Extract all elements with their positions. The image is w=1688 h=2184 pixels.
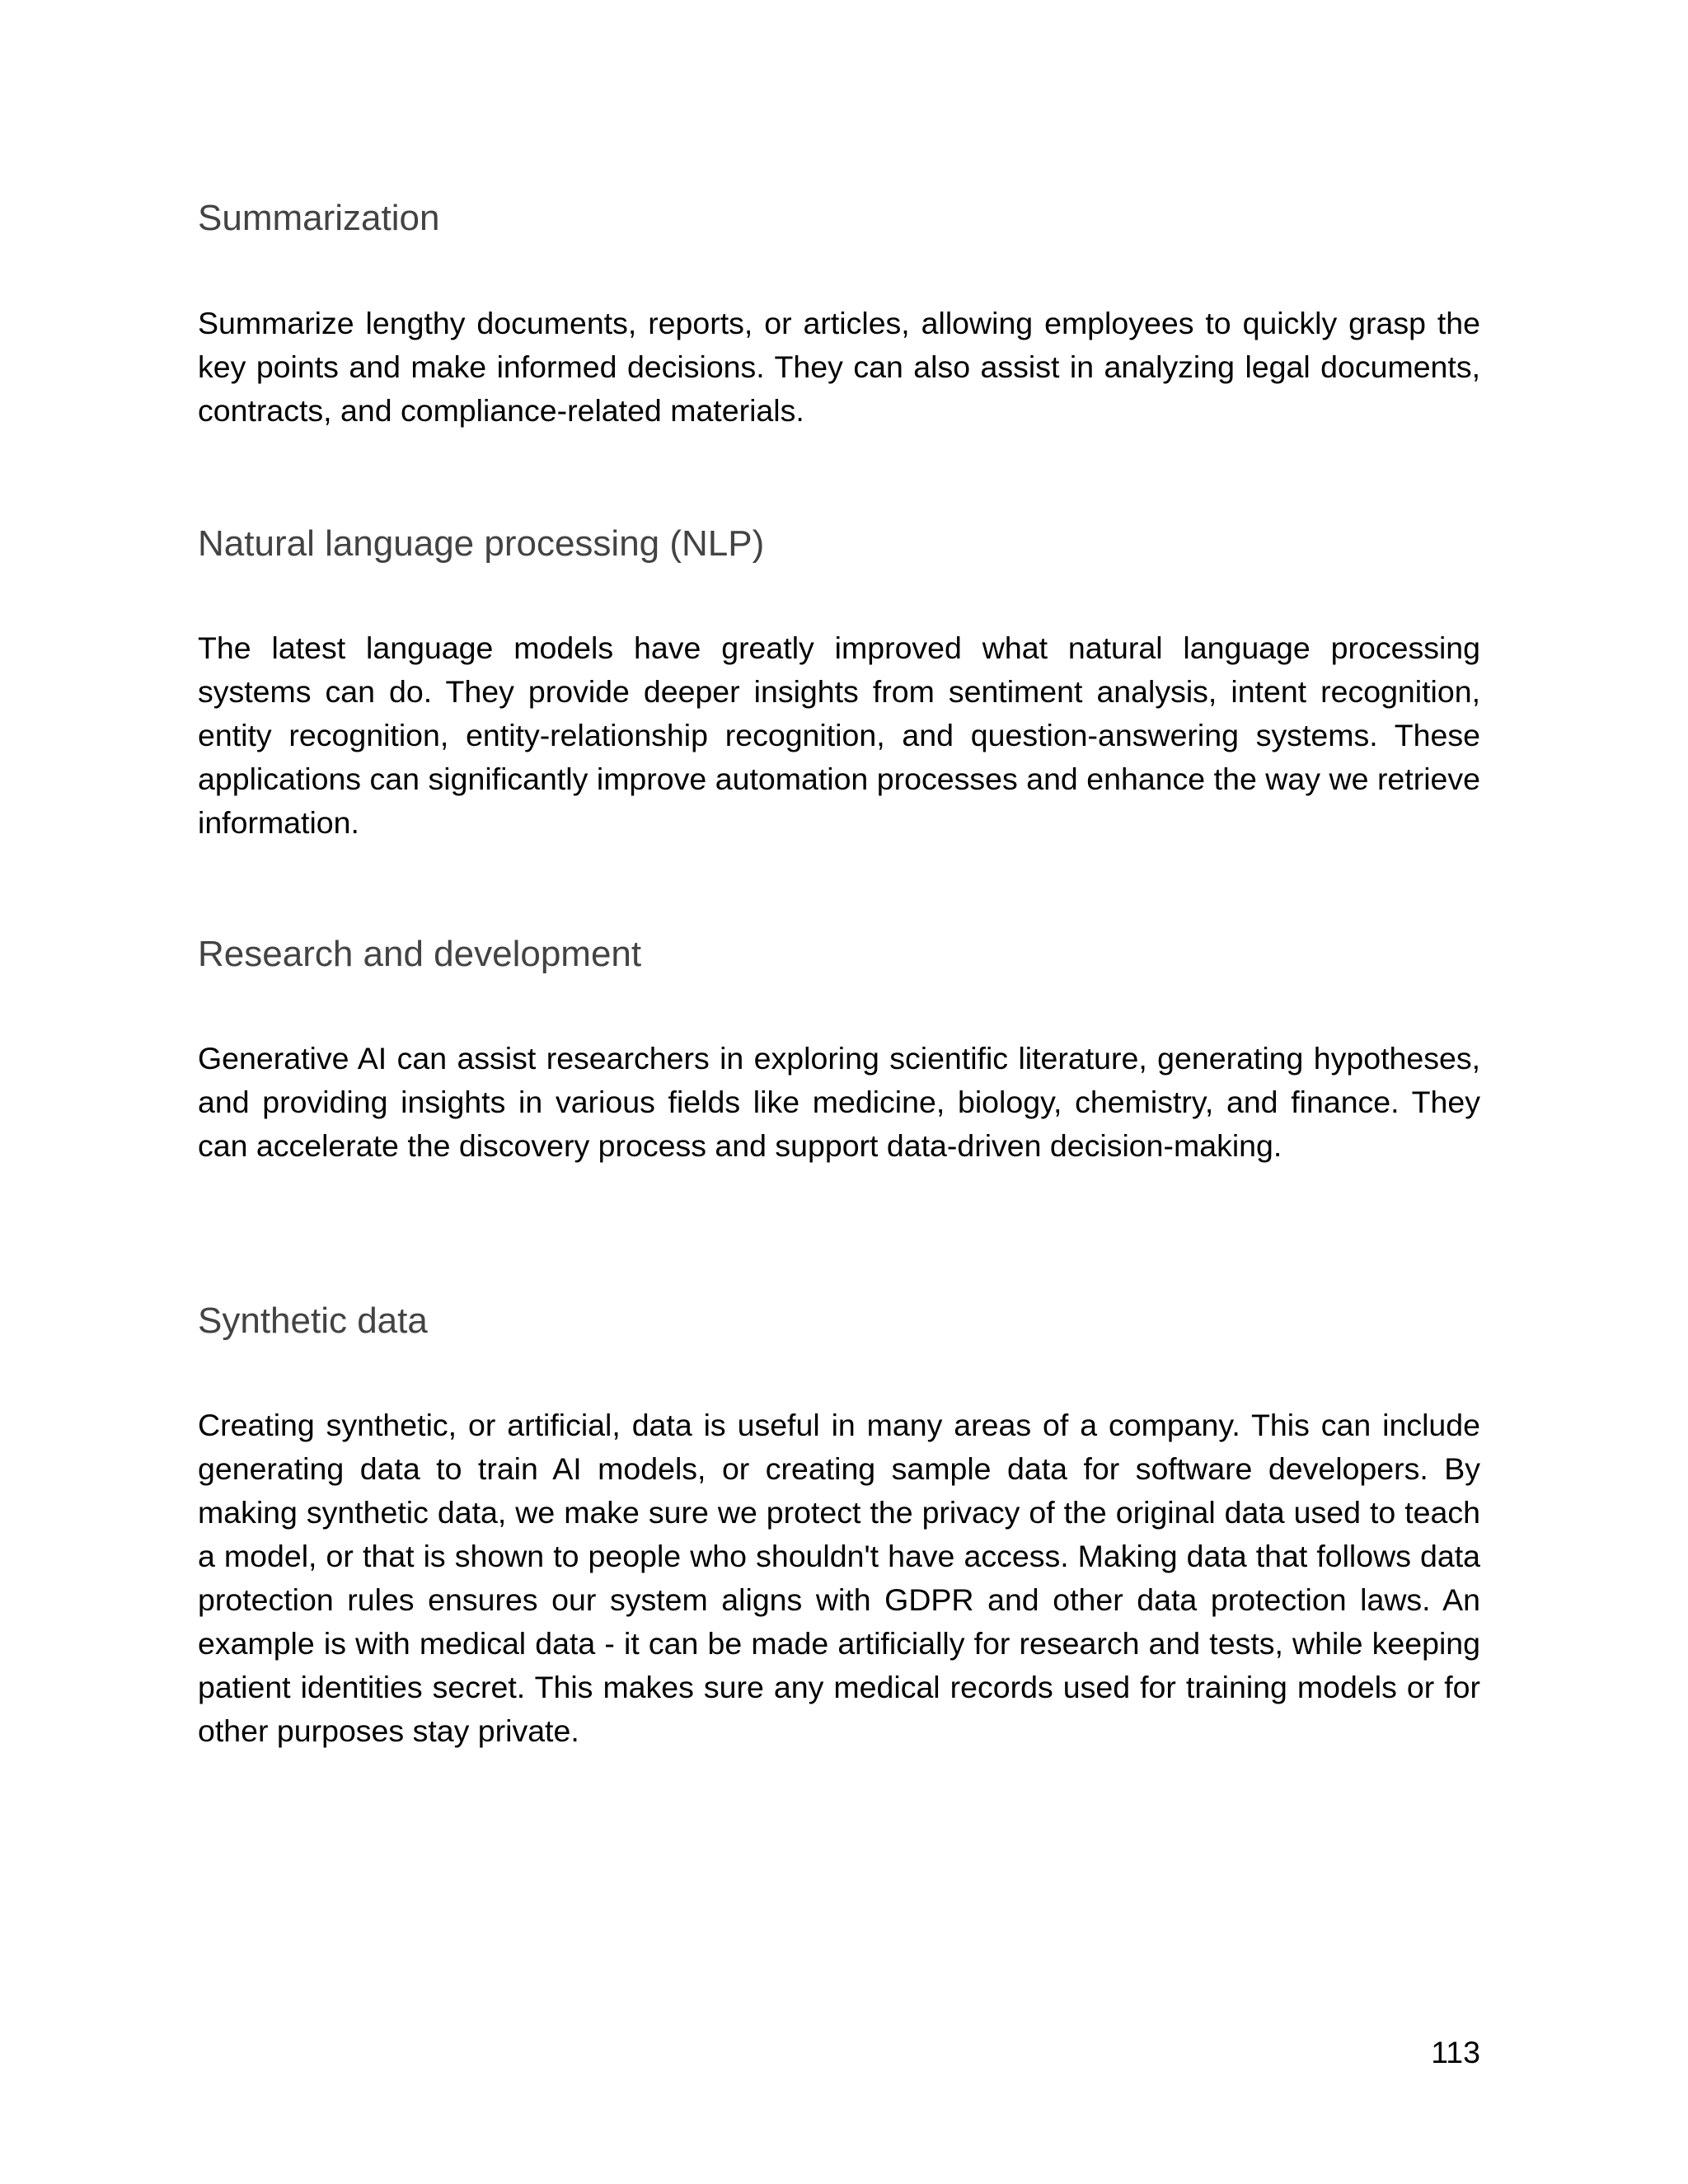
page-number: 113	[1431, 2035, 1480, 2069]
section-body-nlp: The latest language models have greatly improved what natural language processing systems can do. They provide deeper insights from sentiment analysis, intent recognition, entity recognition, entity-relationship recognition, and question-answering systems. These applications can significantly improve automation processes and enhance the way we retrieve information.	[198, 630, 1480, 840]
section-body-summarization: Summarize lengthy documents, reports, or articles, allowing employees to quickly grasp the key points and make informed decisions. They can also assist in analyzing legal documents, contracts, and compliance-related materials.	[198, 306, 1480, 428]
section-heading-summarization: Summarization	[198, 198, 440, 238]
section-body-synthetic-data: Creating synthetic, or artificial, data is useful in many areas of a company. This can include generating data to train AI models, or creating sample data for software developers. By making synthetic data, we make sure we protect the privacy of the original data used to teach a model, or that is shown to people who shouldn't have access. Making data that follows data protection rules ensures our system aligns with GDPR and other data protection laws. An example is with medical data - it can be made artificially for research and tests, while keeping patient identities secret. This makes sure any medical records used for training models or for other purposes stay private.	[198, 1408, 1480, 1748]
section-heading-nlp: Natural language processing (NLP)	[198, 523, 765, 564]
section-body-research-and-development: Generative AI can assist researchers in exploring scientific literature, generating hypotheses, and providing insights in various fields like medicine, biology, chemistry, and finance. They can accelerate the discovery process and support data-driven decision-making.	[198, 1041, 1480, 1163]
section-heading-synthetic-data: Synthetic data	[198, 1301, 428, 1341]
section-heading-research-and-development: Research and development	[198, 934, 642, 974]
